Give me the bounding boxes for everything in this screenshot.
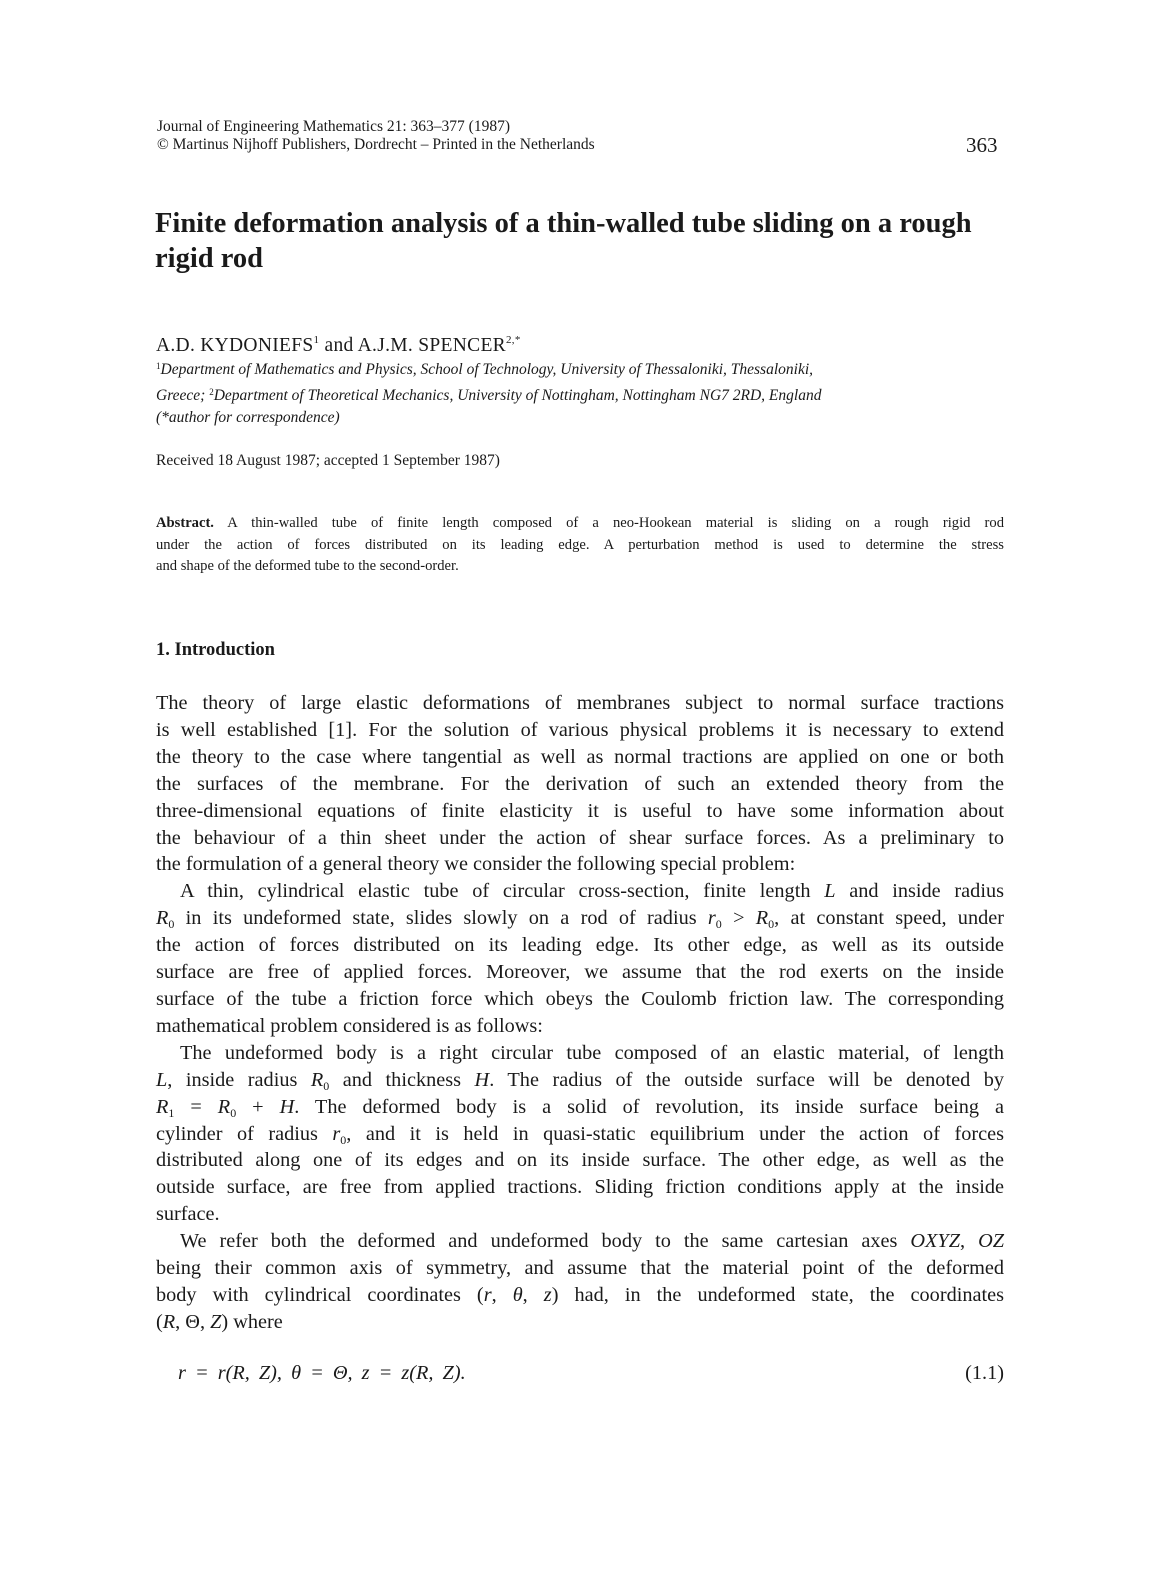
author-1: A.D. KYDONIEFS <box>156 335 314 356</box>
text-line: distributed along one of its edges and on its inside surface. The other edge, as well as the <box>156 1149 1004 1172</box>
text-line: L, inside radius $R_0$ and thickness H. The radius of the outside surface will be denoted by <box>156 1068 1005 1093</box>
text-line: the action of forces distributed on its leading edge. Its other edge, as well as its outside <box>156 934 1004 957</box>
abstract-line: and shape of the deformed tube to the second-order. <box>156 558 459 574</box>
text-line: $R_1 = R_0 + H$. The deformed body is a solid of revolution, its inside surface being a <box>156 1095 1004 1120</box>
abstract-label: Abstract. <box>156 515 214 531</box>
affiliations <box>156 355 986 429</box>
text-line: the surfaces of the membrane. For the derivation of such an extended theory from the <box>156 772 1004 795</box>
text-line: We refer both the deformed and undeformed body to the same cartesian axes OXYZ, OZ <box>180 1230 1004 1253</box>
text-line: mathematical problem considered is as follows: <box>156 1014 543 1037</box>
text-line: (R, Θ, Z) where <box>156 1310 283 1333</box>
text-line: the formulation of a general theory we consider the following special problem: <box>156 853 796 876</box>
abstract-line: under the action of forces distributed on its leading edge. A perturbation method is used to determine the stress <box>156 536 1004 553</box>
text-line: A thin, cylindrical elastic tube of circular cross-section, finite length L and inside radius <box>180 880 1004 903</box>
author-list <box>156 334 521 357</box>
text-line: the theory to the case where tangential as well as normal tractions are applied on one or both <box>156 745 1004 768</box>
author-2: A.J.M. SPENCER <box>357 335 506 356</box>
author-joiner: and <box>319 335 358 356</box>
text-line: being their common axis of symmetry, and assume that the material point of the deformed <box>156 1257 1004 1280</box>
received-dates: Received 18 August 1987; accepted 1 September 1987) <box>156 452 500 469</box>
correspondence-note: (*author for correspondence) <box>156 409 340 426</box>
journal-citation: Journal of Engineering Mathematics 21: 363–377 (1987) <box>157 118 510 135</box>
body-text <box>156 690 1004 1336</box>
author-2-affil-mark: 2,* <box>505 334 521 346</box>
text-line: the behaviour of a thin sheet under the action of shear surface forces. As a preliminary to <box>156 826 1004 849</box>
equation-formula: r = r(R, Z), θ = Θ, z = z(R, Z). <box>178 1362 466 1384</box>
text-line: $R_0$ in its undeformed state, slides slowly on a rod of radius $r_0 > R_0$, at constant speed, under <box>156 907 1004 932</box>
page-number: 363 <box>966 133 998 157</box>
text-line: surface of the tube a friction force which obeys the Coulomb friction law. The corresponding <box>156 987 1004 1010</box>
text-line: The undeformed body is a right circular tube composed of an elastic material, of length <box>180 1041 1004 1064</box>
text-line: cylinder of radius $r_0$, and it is held in quasi-static equilibrium under the action of forces <box>156 1122 1004 1147</box>
paper-title: Finite deformation analysis of a thin-walled tube sliding on a rough rigid rod <box>155 208 972 274</box>
section-heading: 1. Introduction <box>156 640 275 660</box>
abstract <box>156 513 1004 578</box>
text-line: is well established [1]. For the solution of various physical problems it is necessary to extend <box>156 718 1004 741</box>
text-line: body with cylindrical coordinates (r, θ, z) had, in the undeformed state, the coordinates <box>156 1283 1005 1306</box>
publisher-line: © Martinus Nijhoff Publishers, Dordrecht – Printed in the Netherlands <box>157 136 595 153</box>
text-line: outside surface, are free from applied tractions. Sliding friction conditions apply at the inside <box>156 1176 1004 1199</box>
text-line: The theory of large elastic deformations of membranes subject to normal surface tractions <box>156 692 1004 714</box>
abstract-line: Abstract. A thin-walled tube of finite length composed of a neo-Hookean material is sliding on a rough rigid rod <box>156 515 1004 531</box>
journal-header <box>157 118 1017 154</box>
affiliation-line-1: $^1$Department of Mathematics and Physics, School of Technology, University of Thessaloniki, Thessaloniki, <box>156 361 814 378</box>
text-line: surface. <box>156 1203 220 1226</box>
text-line: three-dimensional equations of finite elasticity it is useful to have some information about <box>156 799 1004 822</box>
author-1-affil-mark: 1 <box>313 334 320 346</box>
affiliation-line-2: Greece; $^2$Department of Theoretical Mechanics, University of Nottingham, Nottingham NG7 2RD, England <box>156 387 822 404</box>
equation-number: (1.1) <box>965 1362 1004 1384</box>
text-line: surface are free of applied forces. Moreover, we assume that the rod exerts on the inside <box>156 961 1004 984</box>
